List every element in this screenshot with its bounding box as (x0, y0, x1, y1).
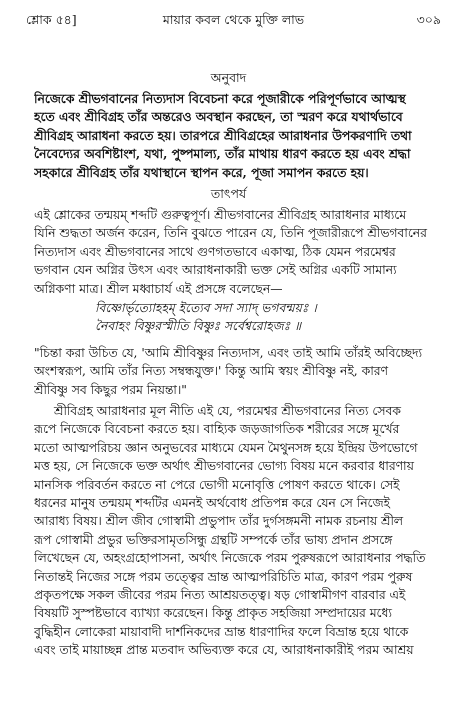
page-number: ৩০৯ (416, 12, 441, 27)
purport-line: মানসিক পরিবর্তন করতে না পেরে ভোগী মনোবৃত্তি পোষণ করতে থাকে। সেই (34, 477, 400, 492)
purport-line: বুদ্ধিহীন লোকেরা মায়াবাদী দার্শনিকদের ভ্রান্ত ধারণাদির ফলে বিভ্রান্ত হয়ে থাকে (34, 624, 409, 639)
quote-line: "চিন্তা করা উচিত যে, 'আমি শ্রীবিষ্ণুর নিত্যদাস, এবং তাই আমি তাঁরই অবিচ্ছেদ্য (34, 346, 423, 360)
verse-translation (34, 344, 431, 399)
purport-paragraph-2 (34, 402, 431, 660)
purport-line: অগ্নিকণা মাত্র। শ্রীল মধ্বাচার্য এই প্রসঙ্গে বলেছেন— (34, 281, 283, 296)
purport-line: মতো আত্মপরিচয় জ্ঞান অনুভবের মাধ্যমে যেমন মৈথুনসঙ্গ হয়ে ইন্দ্রিয় উপভোগে (34, 440, 418, 455)
purport-line: যিনি শুদ্ধতা অর্জন করেন, তিনি বুঝতে পারেন যে, তিনি পূজারীরূপে শ্রীভগবানের (34, 226, 427, 241)
purport-paragraph-1 (34, 206, 431, 298)
chapter-title: মায়ার কবল থেকে মুক্তি লাভ (162, 12, 305, 27)
verse-reference: শ্লোক ৫৪] (26, 12, 77, 27)
translation-text (34, 90, 431, 182)
purport-line: আরাধ্য বিষয়। শ্রীল জীব গোস্বামী প্রভুপাদ তাঁর দুর্গসঙ্গমনী নামক রচনায় শ্রীল (34, 514, 403, 529)
purport-line: প্রকৃতপক্ষে সকল জীবের পরম নিত্য আশ্রয়তত্ত্ব। ষড় গোস্বামীগণ বারবার এই (34, 588, 406, 603)
translation-line: শ্রীবিগ্রহ আরাধনা করতে হয়। তারপরে শ্রীবিগ্রহের আরাধনার উপকরণাদি তথা (34, 127, 412, 143)
verse-line: নৈবাহং বিষ্ণুরস্মীতি বিষ্ণুঃ সর্বেশ্বরোহজঃ ॥ (95, 318, 302, 333)
purport-line: ভগবান যেন অগ্নির উৎস এবং আরাধনাকারী ভক্ত সেই অগ্নির একটি সামান্য (34, 263, 397, 278)
purport-line: রূপ গোস্বামী প্রভুর ভক্তিরসামৃতসিন্ধু গ্রন্থটি সম্পর্কে তাঁর ভাষ্য প্রদান প্রসঙ্গে (34, 532, 393, 547)
translation-line: নৈবেদ্যের অবশিষ্টাংশ, যথা, পুষ্পমাল্য, তাঁর মাথায় ধারণ করতে হয় এবং শ্রদ্ধা (34, 146, 411, 162)
purport-line: নিতান্তই নিজের সঙ্গে পরম তত্ত্বের ভ্রান্ত আত্মপরিচিতি মাত্র, কারণ পরম পুরুষ (34, 569, 413, 584)
purport-heading: তাৎপর্য (210, 186, 247, 201)
verse-line: বিষ্ণোর্ভৃত্যোহহম্ ইত্যেব সদা স্যাদ্ ভগবন্ময়ঃ । (95, 301, 317, 315)
purport-line: বিষয়টি সুস্পষ্টভাবে ব্যাখ্যা করেছেন। কিন্তু প্রাকৃত সহজিয়া সম্প্রদায়ের মধ্যে (34, 606, 392, 621)
purport-line: এই শ্লোকের তন্ময়ম্ শব্দটি গুরুত্বপূর্ণ। শ্রীভগবানের শ্রীবিগ্রহ আরাধনার মাধ্যমে (34, 208, 407, 222)
translation-line: সহকারে শ্রীবিগ্রহ তাঁর যথাস্থানে স্থাপন করে, পূজা সমাপন করতে হয়। (34, 164, 369, 180)
translation-line: হতে এবং শ্রীবিগ্রহ তাঁর অন্তরেও অবস্থান করছেন, তা স্মরণ করে যথার্থভাবে (34, 109, 403, 125)
purport-line: এবং তাই মায়াচ্ছন্ন প্রান্ত মতবাদ অভিব্যক্ত করে যে, আরাধনাকারীই পরম আশ্রয় (34, 643, 414, 658)
purport-line: লিখেছেন যে, অহংগ্রহোপাসনা, অর্থাৎ নিজেকে পরম পুরুষরূপে আরাধনার পদ্ধতি (34, 551, 426, 566)
purport-line: শ্রীবিগ্রহ আরাধনার মূল নীতি এই যে, পরমেশ্বর শ্রীভগবানের নিত্য সেবক (54, 404, 401, 418)
running-header (26, 12, 441, 34)
translation-heading: অনুবাদ (210, 70, 247, 85)
quote-line: অংশস্বরূপ, আমি তাঁর নিত্য সম্বন্ধযুক্ত।' কিন্তু আমি স্বয়ং শ্রীবিষ্ণু নই, কারণ (34, 364, 388, 379)
purport-line: রূপে নিজেকে বিবেচনা করতে হয়। বাহ্যিক জড়জাগতিক শরীরের সঙ্গে মূর্খের (34, 422, 400, 437)
purport-line: নিত্যদাস এবং শ্রীভগবানের সাথে গুণগতভাবে একাত্ম, ঠিক যেমন পরমেশ্বর (34, 244, 396, 259)
purport-line: মত্ত হয়, সে নিজেকে ভক্ত অর্থাৎ শ্রীভগবানের ভোগ্য বিষয় মনে করবার ধারণায় (34, 459, 414, 474)
translation-line: নিজেকে শ্রীভগবানের নিত্যদাস বিবেচনা করে পূজারীকে পরিপূর্ণভাবে আত্মস্থ (34, 91, 406, 106)
sanskrit-verse (95, 300, 425, 335)
purport-line: ধরনের মানুষ তন্ময়ম্ শব্দটির এমনই অর্থবোধ প্রতিপন্ন করে যেন সে নিজেই (34, 496, 390, 511)
quote-line: শ্রীবিষ্ণু সব কিছুর পরম নিয়ন্তা।" (34, 382, 187, 397)
